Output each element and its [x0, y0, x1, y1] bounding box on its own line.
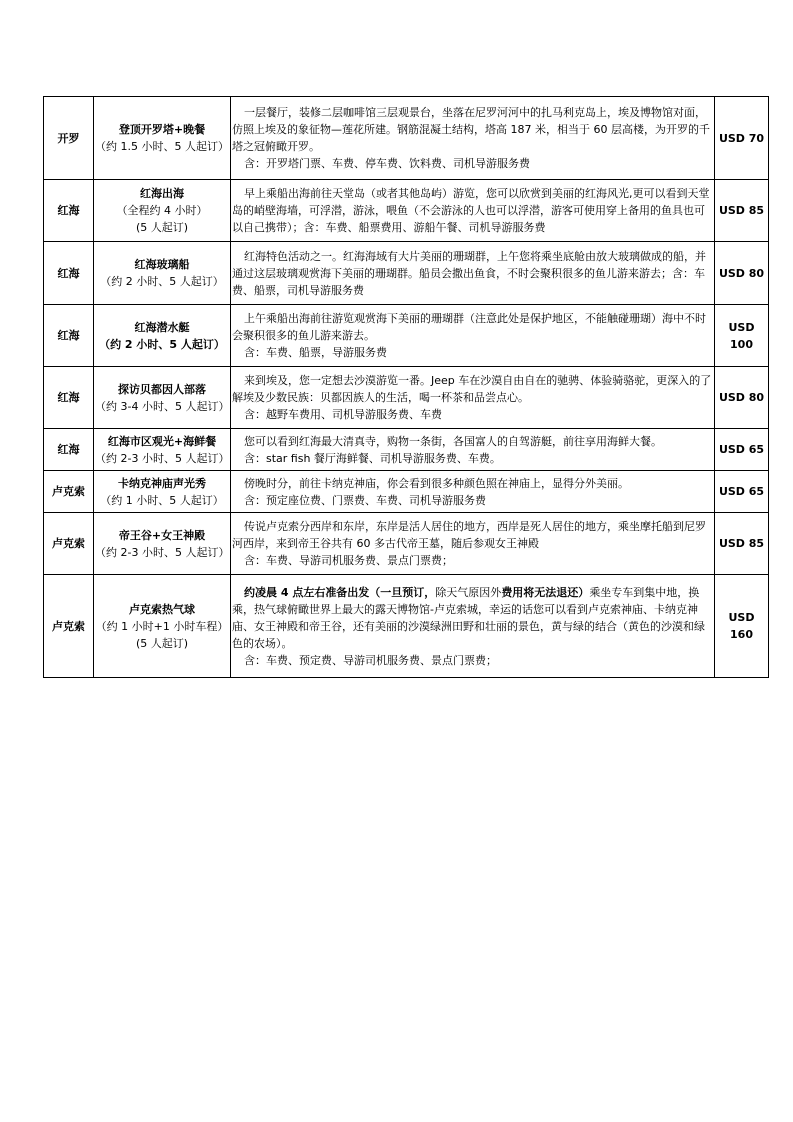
description-cell — [231, 367, 715, 429]
price-cell — [715, 305, 769, 367]
price-cell: USD 65 — [715, 429, 769, 471]
tour-title: 红海玻璃船 — [134, 258, 190, 271]
tour-name-cell — [94, 429, 231, 471]
includes-text: 含：开罗塔门票、车费、停车费、饮料费、司机导游服务费 — [244, 157, 530, 170]
includes-text: 含：越野车费用、司机导游服务费、车费 — [244, 408, 442, 421]
tour-title: 红海潜水艇 — [134, 320, 190, 334]
no-refund-notice: 费用将无法退还） — [501, 585, 590, 599]
table-row — [44, 575, 769, 678]
tour-name-cell — [94, 575, 231, 678]
description-cell — [231, 305, 715, 367]
tour-duration: （全程约 4 小时） — [116, 204, 208, 217]
tour-name-cell — [94, 305, 231, 367]
description-text: 早上乘船出海前往天堂岛（或者其他岛屿）游览，您可以欣赏到美丽的红海风光,更可以看到天堂岛的峭壁海墙，可浮潜，游泳，喂鱼（不会游泳的人也可以浮潜，游客可使用穿上备用的鱼具也可以自己携带）；含：车费、船票费用、游船午餐、司机导游服务费 — [232, 187, 710, 234]
tour-name-cell — [94, 367, 231, 429]
location-cell: 卢克索 — [44, 513, 94, 575]
location-cell: 卢克索 — [44, 575, 94, 678]
location-cell: 开罗 — [44, 97, 94, 180]
tour-duration: （约 2 小时、5 人起订） — [100, 275, 224, 288]
price-cell — [715, 575, 769, 678]
table-row — [44, 242, 769, 305]
tour-name-cell — [94, 97, 231, 180]
description-text — [232, 584, 713, 652]
description-cell — [231, 180, 715, 242]
tour-duration: （约 2-3 小时、5 人起订） — [95, 451, 230, 465]
table-row — [44, 429, 769, 471]
location-cell: 卢克索 — [44, 471, 94, 513]
itinerary-table — [43, 96, 769, 678]
tour-duration: （约 2 小时、5 人起订） — [99, 337, 225, 351]
includes-text: 含：车费、船票，导游服务费 — [244, 346, 387, 359]
tour-title: 探访贝都因人部落 — [118, 382, 206, 396]
price-cell: USD 85 — [715, 513, 769, 575]
table-row — [44, 180, 769, 242]
table-row — [44, 471, 769, 513]
description-text: 传说卢克索分西岸和东岸，东岸是活人居住的地方，西岸是死人居住的地方，乘坐摩托船到尼罗河西岸，来到帝王谷共有 60 多古代帝王墓，随后参观女王神殿 — [232, 520, 706, 550]
description-cell — [231, 471, 715, 513]
price-cell: USD 80 — [715, 367, 769, 429]
price-cell: USD 65 — [715, 471, 769, 513]
price-cell: USD 80 — [715, 242, 769, 305]
includes-text: 含：预定座位费、门票费、车费、司机导游服务费 — [244, 493, 486, 507]
tour-title: 红海市区观光+海鲜餐 — [107, 434, 217, 448]
tour-name-cell — [94, 180, 231, 242]
description-text: 一层餐厅，装修二层咖啡馆三层观景台，坐落在尼罗河河中的扎马利克岛上，埃及博物馆对面，仿照上埃及的象征物—莲花所建。钢筋混凝土结构，塔高 187 米，相当于 60 层高楼，为开罗的千塔之冠俯瞰开罗。 — [232, 106, 710, 153]
description-cell — [231, 97, 715, 180]
includes-text: 含：star fish 餐厅海鲜餐、司机导游服务费、车费。 — [244, 451, 501, 465]
table-row — [44, 97, 769, 180]
tour-duration: （约 3-4 小时、5 人起订） — [95, 399, 230, 413]
price-text: USD 100 — [728, 320, 755, 351]
description-text: 来到埃及，您一定想去沙漠游览一番。Jeep 车在沙漠自由自在的驰骋、体验骑骆驼，更深入的了解埃及少数民族：贝都因族人的生活，喝一杯茶和品尝点心。 — [232, 374, 712, 404]
tour-duration: （约 2-3 小时、5 人起订） — [95, 545, 230, 559]
price-cell: USD 85 — [715, 180, 769, 242]
location-cell: 红海 — [44, 180, 94, 242]
includes-text: 含：车费、预定费、导游司机服务费、景点门票费； — [244, 653, 497, 667]
price-text: USD 160 — [728, 611, 755, 641]
price-cell: USD 70 — [715, 97, 769, 180]
tour-min-group: (5 人起订) — [135, 221, 189, 234]
tour-name-cell — [94, 513, 231, 575]
description-cell — [231, 513, 715, 575]
tour-title: 帝王谷+女王神殿 — [118, 528, 206, 542]
tour-min-group: (5 人起订) — [135, 636, 189, 650]
table-row — [44, 513, 769, 575]
location-cell: 红海 — [44, 429, 94, 471]
tour-title: 红海出海 — [140, 187, 184, 200]
table-row — [44, 367, 769, 429]
includes-text: 含：车费、导游司机服务费、景点门票费； — [244, 554, 453, 567]
description-text: 上午乘船出海前往游览观赏海下美丽的珊瑚群（注意此处是保护地区，不能触碰珊瑚）海中不时会聚积很多的鱼儿游来游去。 — [232, 312, 706, 342]
description-cell — [231, 575, 715, 678]
tour-duration: （约 1 小时+1 小时车程） — [95, 619, 229, 633]
tour-duration: （约 1 小时、5 人起订） — [100, 493, 224, 507]
tour-name-cell — [94, 242, 231, 305]
departure-notice: 约凌晨 4 点左右准备出发（一旦预订， — [244, 585, 436, 599]
location-cell: 红海 — [44, 305, 94, 367]
tour-duration: （约 1.5 小时、5 人起订） — [95, 140, 229, 153]
tour-title: 卢克索热气球 — [129, 602, 195, 616]
tour-title: 卡纳克神庙声光秀 — [118, 476, 206, 490]
tour-title: 登顶开罗塔+晚餐 — [118, 123, 206, 136]
tour-name-cell — [94, 471, 231, 513]
weather-exception: 除天气原因外 — [435, 585, 502, 599]
description-cell — [231, 429, 715, 471]
location-cell: 红海 — [44, 242, 94, 305]
description-cell — [231, 242, 715, 305]
description-text: 您可以看到红海最大清真寺，购物一条街，各国富人的自驾游艇，前往享用海鲜大餐。 — [244, 434, 662, 448]
description-rest: 乘坐专车到集中地，换乘，热气球俯瞰世界上最大的露天博物馆-卢克索城，幸运的话您可以看到卢克索神庙、卡纳克神庙、女王神殿和帝王谷，还有美丽的沙漠绿洲田野和壮丽的景色，黄与绿的结合（黄色的沙漠和绿色的农场）。 — [232, 585, 705, 650]
location-cell: 红海 — [44, 367, 94, 429]
description-text: 傍晚时分，前往卡纳克神庙，你会看到很多种颜色照在神庙上，显得分外美丽。 — [244, 476, 629, 490]
table-row — [44, 305, 769, 367]
description-text: 红海特色活动之一。红海海域有大片美丽的珊瑚群，上午您将乘坐底舱由放大玻璃做成的船，并通过这层玻璃观赏海下美丽的珊瑚群。船员会撒出鱼食，不时会聚积很多的鱼儿游来游去；含：车费、船票，司机导游服务费 — [232, 249, 706, 297]
